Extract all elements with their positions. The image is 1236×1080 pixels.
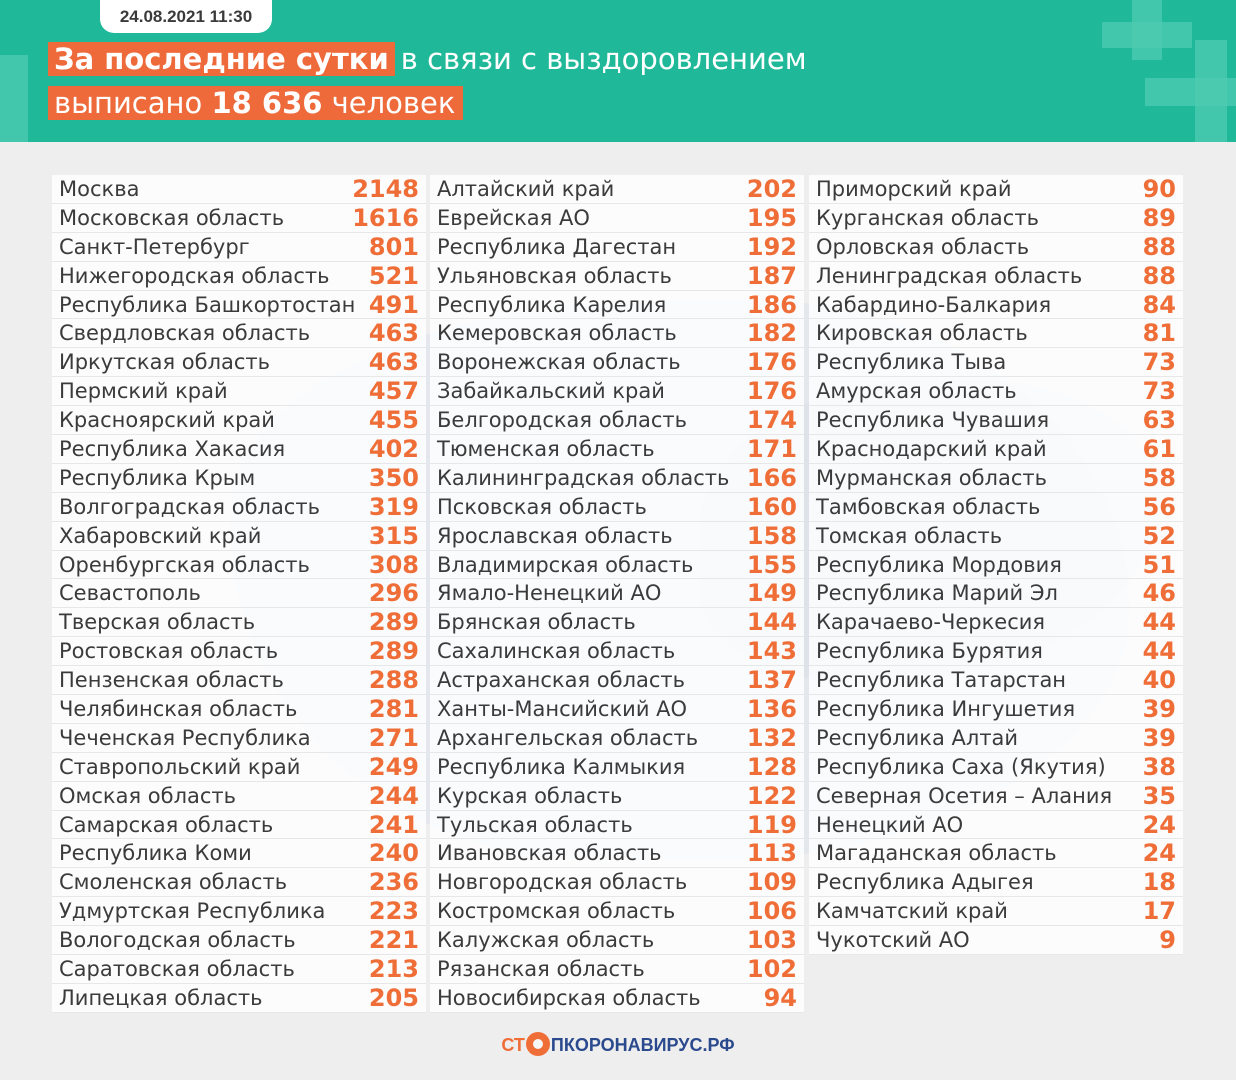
region-row <box>52 319 426 348</box>
region-row <box>430 377 804 406</box>
region-name: Кировская область <box>816 321 1028 346</box>
region-row <box>52 839 426 868</box>
region-value: 39 <box>1142 694 1176 723</box>
region-row <box>809 262 1183 291</box>
region-row <box>809 522 1183 551</box>
region-name: Тюменская область <box>437 436 655 461</box>
region-name: Ростовская область <box>59 639 279 664</box>
region-name: Липецкая область <box>59 985 263 1010</box>
region-value: 801 <box>368 232 419 261</box>
region-value: 289 <box>368 608 419 637</box>
region-value: 103 <box>746 926 797 955</box>
region-value: 132 <box>746 723 797 752</box>
cross-decoration <box>1102 22 1192 48</box>
region-value: 187 <box>746 261 797 290</box>
region-value: 119 <box>746 810 797 839</box>
region-row <box>52 637 426 666</box>
region-name: Ямало-Ненецкий АО <box>437 581 662 606</box>
region-row <box>52 291 426 320</box>
region-row <box>809 435 1183 464</box>
region-value: 102 <box>746 955 797 983</box>
region-row <box>809 348 1183 377</box>
region-value: 149 <box>746 579 797 608</box>
region-name: Нижегородская область <box>59 263 330 288</box>
region-row <box>430 493 804 522</box>
region-name: Ленинградская область <box>816 263 1083 288</box>
region-name: Волгоградская область <box>59 494 320 519</box>
region-row <box>809 291 1183 320</box>
region-row <box>52 782 426 811</box>
region-value: 63 <box>1142 406 1176 435</box>
region-value: 202 <box>746 174 797 203</box>
headline-prefix: выписано <box>54 86 203 120</box>
region-row <box>430 464 804 493</box>
region-row <box>52 608 426 637</box>
region-value: 113 <box>746 839 797 868</box>
region-value: 240 <box>368 839 419 868</box>
region-name: Республика Чувашия <box>816 408 1050 433</box>
region-name: Магаданская область <box>816 841 1057 866</box>
region-value: 81 <box>1142 319 1176 348</box>
region-name: Республика Адыгея <box>816 870 1034 895</box>
region-value: 128 <box>746 752 797 781</box>
region-row <box>52 811 426 840</box>
region-name: Сахалинская область <box>437 639 676 664</box>
region-row <box>52 204 426 233</box>
region-name: Республика Дагестан <box>437 234 677 259</box>
region-row <box>809 724 1183 753</box>
region-row <box>430 695 804 724</box>
region-name: Республика Хакасия <box>59 436 286 461</box>
region-name: Чукотский АО <box>816 928 970 953</box>
region-row <box>809 319 1183 348</box>
region-row <box>430 608 804 637</box>
region-row <box>430 406 804 435</box>
region-row <box>430 175 804 204</box>
region-value: 137 <box>746 666 797 695</box>
region-row <box>430 753 804 782</box>
region-row <box>430 897 804 926</box>
region-row <box>52 926 426 955</box>
region-row <box>52 897 426 926</box>
region-name: Ненецкий АО <box>816 812 964 837</box>
region-row <box>52 724 426 753</box>
region-value: 223 <box>368 897 419 926</box>
headline-line-2 <box>48 83 463 123</box>
region-name: Республика Тыва <box>816 350 1007 375</box>
region-row <box>430 204 804 233</box>
region-value: 39 <box>1142 723 1176 752</box>
region-name: Республика Саха (Якутия) <box>816 754 1106 779</box>
region-value: 94 <box>763 983 797 1012</box>
headline-line-1 <box>48 39 807 79</box>
region-row <box>430 666 804 695</box>
cross-decoration <box>1145 78 1236 106</box>
region-value: 88 <box>1142 232 1176 261</box>
region-value: 249 <box>368 752 419 781</box>
region-row <box>52 377 426 406</box>
region-name: Москва <box>59 176 140 201</box>
region-name: Московская область <box>59 205 285 230</box>
region-value: 136 <box>746 694 797 723</box>
region-row <box>430 551 804 580</box>
region-name: Санкт-Петербург <box>59 234 250 259</box>
region-row <box>430 522 804 551</box>
region-row <box>430 811 804 840</box>
region-row <box>809 464 1183 493</box>
region-value: 52 <box>1142 521 1176 550</box>
region-name: Свердловская область <box>59 321 311 346</box>
region-name: Орловская область <box>816 234 1030 259</box>
region-name: Белгородская область <box>437 408 687 433</box>
headline-highlight: За последние сутки <box>48 42 395 76</box>
region-value: 308 <box>368 550 419 579</box>
region-row <box>52 175 426 204</box>
logo-stop-text: СТ <box>501 1035 525 1055</box>
region-value: 463 <box>368 348 419 377</box>
region-row <box>52 868 426 897</box>
region-value: 491 <box>368 290 419 319</box>
region-row <box>809 493 1183 522</box>
region-value: 186 <box>746 290 797 319</box>
cross-decoration <box>0 55 28 142</box>
region-value: 35 <box>1142 781 1176 810</box>
region-row <box>52 406 426 435</box>
region-value: 241 <box>368 810 419 839</box>
region-value: 122 <box>746 781 797 810</box>
date-badge: 24.08.2021 11:30 <box>100 0 272 33</box>
region-name: Республика Татарстан <box>816 668 1067 693</box>
region-name: Ивановская область <box>437 841 662 866</box>
region-name: Костромская область <box>437 899 676 924</box>
region-name: Алтайский край <box>437 176 615 201</box>
region-row <box>809 782 1183 811</box>
header-banner <box>0 0 1236 142</box>
headline-total: 18 636 <box>211 86 323 120</box>
region-value: 143 <box>746 637 797 666</box>
region-value: 44 <box>1142 608 1176 637</box>
region-name: Севастополь <box>59 581 201 606</box>
region-name: Приморский край <box>816 176 1012 201</box>
region-value: 56 <box>1142 492 1176 521</box>
region-row <box>430 435 804 464</box>
region-row <box>809 868 1183 897</box>
region-value: 271 <box>368 723 419 752</box>
region-value: 457 <box>368 377 419 406</box>
region-name: Пензенская область <box>59 668 284 693</box>
region-name: Камчатский край <box>816 899 1008 924</box>
region-value: 58 <box>1142 463 1176 492</box>
region-value: 40 <box>1142 666 1176 695</box>
regions-column-2 <box>430 175 804 1013</box>
region-name: Республика Мордовия <box>816 552 1062 577</box>
region-value: 402 <box>368 434 419 463</box>
region-row <box>809 666 1183 695</box>
region-row <box>52 551 426 580</box>
region-name: Самарская область <box>59 812 274 837</box>
region-value: 73 <box>1142 348 1176 377</box>
region-name: Новгородская область <box>437 870 688 895</box>
region-value: 90 <box>1142 174 1176 203</box>
region-name: Курганская область <box>816 205 1039 230</box>
region-value: 289 <box>368 637 419 666</box>
region-row <box>52 262 426 291</box>
region-name: Калужская область <box>437 928 655 953</box>
region-row <box>809 695 1183 724</box>
region-value: 244 <box>368 781 419 810</box>
region-name: Астраханская область <box>437 668 686 693</box>
region-name: Республика Башкортостан <box>59 292 356 317</box>
region-name: Краснодарский край <box>816 436 1047 461</box>
region-value: 521 <box>368 261 419 290</box>
region-value: 221 <box>368 926 419 955</box>
region-name: Калининградская область <box>437 465 730 490</box>
region-row <box>809 406 1183 435</box>
region-row <box>430 984 804 1013</box>
region-name: Ставропольский край <box>59 754 301 779</box>
region-name: Владимирская область <box>437 552 694 577</box>
region-name: Саратовская область <box>59 956 295 981</box>
region-value: 160 <box>746 492 797 521</box>
region-value: 84 <box>1142 290 1176 319</box>
region-value: 236 <box>368 868 419 897</box>
region-name: Воронежская область <box>437 350 681 375</box>
region-value: 158 <box>746 521 797 550</box>
region-name: Томская область <box>816 523 1003 548</box>
region-name: Красноярский край <box>59 408 275 433</box>
logo-p-text: П <box>550 1035 564 1055</box>
region-row <box>430 839 804 868</box>
region-value: 9 <box>1159 926 1176 955</box>
region-name: Удмуртская Республика <box>59 899 326 924</box>
region-value: 195 <box>746 203 797 232</box>
region-row <box>809 204 1183 233</box>
region-name: Республика Коми <box>59 841 252 866</box>
region-name: Республика Марий Эл <box>816 581 1058 606</box>
region-row <box>809 377 1183 406</box>
region-name: Республика Алтай <box>816 725 1019 750</box>
region-value: 109 <box>746 868 797 897</box>
region-row <box>430 955 804 984</box>
region-name: Северная Осетия – Алания <box>816 783 1113 808</box>
region-name: Пермский край <box>59 379 228 404</box>
region-value: 144 <box>746 608 797 637</box>
region-name: Челябинская область <box>59 696 298 721</box>
region-row <box>430 233 804 262</box>
region-name: Республика Ингушетия <box>816 696 1076 721</box>
region-value: 89 <box>1142 203 1176 232</box>
region-row <box>52 753 426 782</box>
region-row <box>52 984 426 1013</box>
region-row <box>809 839 1183 868</box>
region-value: 174 <box>746 406 797 435</box>
region-value: 38 <box>1142 752 1176 781</box>
region-row <box>809 637 1183 666</box>
region-name: Кемеровская область <box>437 321 677 346</box>
region-value: 213 <box>368 955 419 983</box>
region-name: Кабардино-Балкария <box>816 292 1052 317</box>
region-row <box>430 724 804 753</box>
region-value: 296 <box>368 579 419 608</box>
region-name: Тверская область <box>59 610 256 635</box>
region-name: Забайкальский край <box>437 379 665 404</box>
region-value: 73 <box>1142 377 1176 406</box>
region-name: Чеченская Республика <box>59 725 311 750</box>
region-name: Рязанская область <box>437 956 645 981</box>
region-row <box>52 579 426 608</box>
region-row <box>809 175 1183 204</box>
region-value: 18 <box>1142 868 1176 897</box>
region-value: 288 <box>368 666 419 695</box>
region-row <box>809 811 1183 840</box>
region-name: Псковская область <box>437 494 647 519</box>
region-value: 281 <box>368 694 419 723</box>
region-name: Республика Карелия <box>437 292 667 317</box>
region-row <box>430 782 804 811</box>
region-row <box>52 348 426 377</box>
region-row <box>52 955 426 984</box>
region-row <box>430 291 804 320</box>
region-row <box>52 435 426 464</box>
region-name: Карачаево-Черкесия <box>816 610 1046 635</box>
region-name: Ульяновская область <box>437 263 672 288</box>
region-row <box>52 493 426 522</box>
headline-suffix: человек <box>331 86 456 120</box>
region-value: 46 <box>1142 579 1176 608</box>
region-row <box>430 868 804 897</box>
region-name: Ярославская область <box>437 523 673 548</box>
region-name: Курская область <box>437 783 623 808</box>
region-row <box>430 637 804 666</box>
region-row <box>809 897 1183 926</box>
region-value: 51 <box>1142 550 1176 579</box>
region-name: Республика Крым <box>59 465 256 490</box>
region-row <box>809 579 1183 608</box>
region-value: 88 <box>1142 261 1176 290</box>
region-row <box>809 551 1183 580</box>
region-name: Вологодская область <box>59 928 296 953</box>
region-name: Республика Калмыкия <box>437 754 686 779</box>
region-name: Мурманская область <box>816 465 1047 490</box>
region-row <box>809 233 1183 262</box>
region-name: Еврейская АО <box>437 205 590 230</box>
region-name: Омская область <box>59 783 237 808</box>
region-name: Иркутская область <box>59 350 271 375</box>
region-value: 24 <box>1142 839 1176 868</box>
headline-rest: в связи с выздоровлением <box>400 42 807 76</box>
headline-total-box <box>48 86 463 120</box>
region-value: 205 <box>368 983 419 1012</box>
region-name: Республика Бурятия <box>816 639 1043 664</box>
region-value: 106 <box>746 897 797 926</box>
region-value: 182 <box>746 319 797 348</box>
region-value: 315 <box>368 521 419 550</box>
region-value: 44 <box>1142 637 1176 666</box>
region-row <box>809 608 1183 637</box>
region-value: 463 <box>368 319 419 348</box>
region-name: Тамбовская область <box>816 494 1041 519</box>
region-row <box>430 262 804 291</box>
region-name: Смоленская область <box>59 870 288 895</box>
region-row <box>809 926 1183 955</box>
region-row <box>52 695 426 724</box>
region-value: 24 <box>1142 810 1176 839</box>
region-row <box>52 464 426 493</box>
region-row <box>430 348 804 377</box>
region-value: 319 <box>368 492 419 521</box>
region-row <box>430 579 804 608</box>
region-value: 455 <box>368 406 419 435</box>
region-row <box>430 926 804 955</box>
region-value: 155 <box>746 550 797 579</box>
virus-icon <box>526 1032 550 1056</box>
region-name: Ханты-Мансийский АО <box>437 696 688 721</box>
region-row <box>52 522 426 551</box>
region-name: Брянская область <box>437 610 636 635</box>
region-value: 17 <box>1142 897 1176 926</box>
region-value: 2148 <box>352 174 419 203</box>
region-value: 171 <box>746 434 797 463</box>
region-row <box>52 666 426 695</box>
regions-column-1 <box>52 175 426 1013</box>
region-name: Оренбургская область <box>59 552 310 577</box>
region-name: Хабаровский край <box>59 523 262 548</box>
region-value: 176 <box>746 348 797 377</box>
region-name: Амурская область <box>816 379 1017 404</box>
region-value: 1616 <box>352 203 419 232</box>
stopkoronavirus-logo <box>0 1030 1236 1060</box>
region-value: 350 <box>368 463 419 492</box>
region-value: 166 <box>746 463 797 492</box>
region-name: Новосибирская область <box>437 985 701 1010</box>
logo-rest-text: КОРОНАВИРУС.РФ <box>563 1035 735 1055</box>
region-name: Тульская область <box>437 812 633 837</box>
regions-column-3 <box>809 175 1183 955</box>
region-value: 192 <box>746 232 797 261</box>
region-value: 61 <box>1142 434 1176 463</box>
region-row <box>52 233 426 262</box>
region-row <box>430 319 804 348</box>
region-value: 176 <box>746 377 797 406</box>
region-row <box>809 753 1183 782</box>
region-name: Архангельская область <box>437 725 699 750</box>
